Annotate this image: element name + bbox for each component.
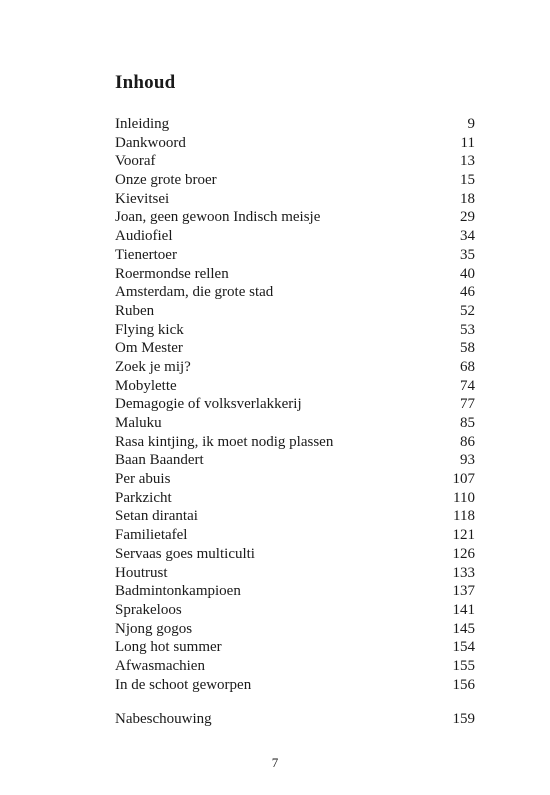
toc-entry-page: 29 xyxy=(460,209,475,226)
toc-entry xyxy=(115,657,475,676)
toc-entry-title: Inleiding xyxy=(115,116,170,132)
toc-entry-title: Baan Baandert xyxy=(115,452,204,469)
toc-entry-page: 68 xyxy=(460,358,475,375)
toc-entry xyxy=(115,265,475,284)
toc-entry-page: 155 xyxy=(452,657,475,674)
toc-entry-title: Rasa kintjing, ik moet nodig plassen xyxy=(115,433,334,450)
toc-entry-title: Demagogie of volksverlakkerij xyxy=(115,396,302,413)
toc-entry-page: 110 xyxy=(453,489,475,506)
toc-entry-page: 156 xyxy=(452,676,475,693)
toc-entry xyxy=(115,545,475,564)
toc-entry-page: 118 xyxy=(453,508,475,525)
toc-entry xyxy=(115,395,475,414)
toc-entry-title: Per abuis xyxy=(115,471,171,488)
toc-entry-page: 40 xyxy=(460,265,475,282)
toc-entry xyxy=(115,582,475,601)
toc-entry-title: Servaas goes multiculti xyxy=(115,545,255,562)
toc-entry xyxy=(115,377,475,396)
toc-entry-title: Om Mester xyxy=(115,340,183,357)
toc-entry xyxy=(115,526,475,545)
toc-entry-title: Nabeschouwing xyxy=(115,711,212,727)
toc-entry-title: Zoek je mij? xyxy=(115,358,191,375)
toc-entry-page: 46 xyxy=(460,284,475,301)
toc-entry-title: Flying kick xyxy=(115,321,184,338)
toc-entry-title: Tienertoer xyxy=(115,246,177,263)
toc-entry-page: 77 xyxy=(460,396,475,413)
toc-entry-title: Sprakeloos xyxy=(115,601,182,618)
toc-entry xyxy=(115,339,475,358)
toc-entry-title: Houtrust xyxy=(115,564,168,581)
toc-entry xyxy=(115,134,475,153)
toc-entry xyxy=(115,507,475,526)
toc-entry xyxy=(115,358,475,377)
toc-entry xyxy=(115,433,475,452)
toc-entry xyxy=(115,414,475,433)
toc-entry-page: 74 xyxy=(460,377,475,394)
toc-entry-title: Long hot summer xyxy=(115,639,222,656)
toc-entry-title: Familietafel xyxy=(115,527,188,544)
toc-entry-page: 137 xyxy=(452,583,475,600)
toc-entry xyxy=(115,638,475,657)
toc-entry-title: Kievitsei xyxy=(115,190,170,207)
toc-entry-page: 85 xyxy=(460,415,475,431)
toc-entry-title: Amsterdam, die grote stad xyxy=(115,284,274,301)
toc-entry-page: 15 xyxy=(460,172,475,189)
toc-entry-page: 18 xyxy=(460,190,475,207)
toc-entry-page: 58 xyxy=(460,340,475,357)
toc-entry xyxy=(115,171,475,190)
toc-entry xyxy=(115,676,475,695)
toc-entry xyxy=(115,321,475,340)
toc-entry-title: In de schoot geworpen xyxy=(115,676,252,693)
toc-entry-page: 126 xyxy=(452,545,475,562)
toc-entry xyxy=(115,470,475,489)
toc-entry-title: Onze grote broer xyxy=(115,172,217,189)
toc-entry-page: 93 xyxy=(460,452,475,469)
toc-entry-title: Mobylette xyxy=(115,377,177,394)
toc-entry xyxy=(115,152,475,171)
toc-entry xyxy=(115,115,475,134)
toc-entry xyxy=(115,208,475,227)
toc-entry-page: 34 xyxy=(460,228,475,245)
toc-entry xyxy=(115,302,475,321)
toc-entry-page: 141 xyxy=(452,601,475,618)
toc-entry-title: Parkzicht xyxy=(115,489,172,506)
toc-entry-page: 86 xyxy=(460,433,475,450)
toc-entry-page: 121 xyxy=(452,527,475,544)
toc-entry-title: Afwasmachien xyxy=(115,657,205,674)
toc-entry xyxy=(115,489,475,508)
toc-entry-page: 53 xyxy=(460,321,475,338)
toc-entry xyxy=(115,601,475,620)
toc-entry xyxy=(115,451,475,470)
toc-entry-page: 145 xyxy=(452,620,475,637)
toc-entry-page: 35 xyxy=(460,246,475,263)
toc-entry-title: Njong gogos xyxy=(115,620,193,637)
toc-entry-page: 133 xyxy=(452,564,475,581)
toc-entry-title: Joan, geen gewoon Indisch meisje xyxy=(115,209,321,226)
page-number: 7 xyxy=(271,755,279,770)
toc-entry-page: 159 xyxy=(452,711,475,727)
toc-entry-title: Ruben xyxy=(115,302,155,319)
toc-entry-title: Maluku xyxy=(115,415,162,431)
toc-entry-page: 52 xyxy=(460,302,475,319)
toc-entry-page: 107 xyxy=(452,471,475,488)
toc-entry xyxy=(115,564,475,583)
toc-entry xyxy=(115,227,475,246)
toc-entry-page: 9 xyxy=(467,116,475,132)
toc-entry-page: 11 xyxy=(460,134,475,151)
toc-entry-title: Badmintonkampioen xyxy=(115,583,241,600)
toc-entry-title: Vooraf xyxy=(115,153,156,170)
toc-entry xyxy=(115,620,475,639)
toc-entry-closing xyxy=(115,710,475,729)
toc-entry-title: Roermondse rellen xyxy=(115,265,229,282)
toc-entry xyxy=(115,246,475,265)
table-of-contents xyxy=(115,115,475,694)
toc-entry-title: Dankwoord xyxy=(115,134,186,151)
toc-entry-page: 154 xyxy=(452,639,475,656)
toc-entry xyxy=(115,283,475,302)
toc-entry-page: 13 xyxy=(460,153,475,170)
toc-entry-title: Setan dirantai xyxy=(115,508,198,525)
toc-entry xyxy=(115,190,475,209)
page-title: Inhoud xyxy=(115,72,176,93)
toc-entry-title: Audiofiel xyxy=(115,228,173,245)
